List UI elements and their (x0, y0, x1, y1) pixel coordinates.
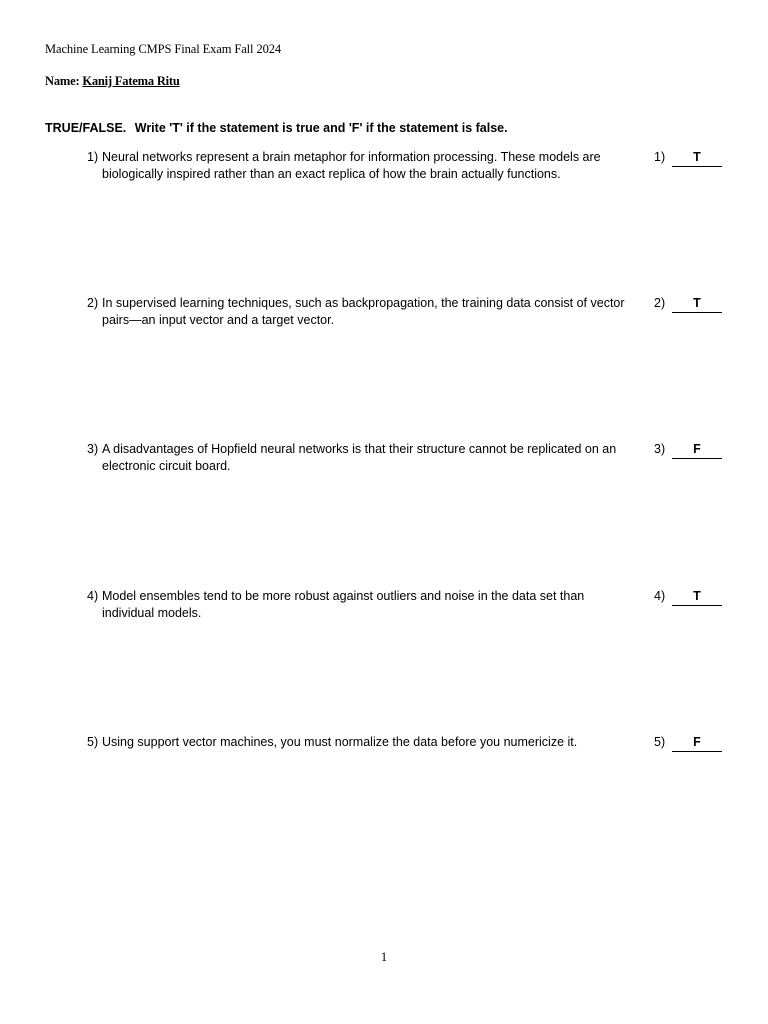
question-1 (87, 149, 627, 183)
answer-number-4: 4) (654, 589, 666, 603)
answer-blank-5[interactable]: F (672, 734, 722, 752)
answer-number-5: 5) (654, 735, 666, 749)
question-text: Model ensembles tend to be more robust against outliers and noise in the data set than individual models. (102, 589, 585, 620)
question-number: 5) (87, 735, 99, 749)
question-text: Neural networks represent a brain metaphor for information processing. These models are biologically inspired rather than an exact replica of how the brain actually functions. (102, 150, 601, 181)
question-text: Using support vector machines, you must normalize the data before you numericize it. (102, 735, 578, 749)
exam-title: Machine Learning CMPS Final Exam Fall 2024 (45, 42, 282, 56)
answer-blank-2[interactable]: T (672, 295, 722, 313)
answer-blank-4[interactable]: T (672, 588, 722, 606)
question-text: A disadvantages of Hopfield neural networks is that their structure cannot be replicated on an electronic circuit board. (102, 442, 617, 473)
answer-number-1: 1) (654, 150, 666, 164)
answer-number-3: 3) (654, 442, 666, 456)
question-2 (87, 295, 627, 329)
question-number: 4) (87, 589, 99, 603)
answer-blank-3[interactable]: F (672, 441, 722, 459)
name-label: Name: (45, 74, 80, 88)
question-number: 2) (87, 296, 99, 310)
student-name-value: Kanij Fatema Ritu (82, 74, 180, 88)
question-3 (87, 441, 627, 475)
question-number: 3) (87, 442, 99, 456)
question-text: In supervised learning techniques, such as backpropagation, the training data consist of vector pairs—an input vector and a target vector. (102, 296, 625, 327)
student-name-line (45, 74, 180, 89)
question-5 (87, 734, 627, 751)
section-heading: TRUE/FALSE. (45, 121, 127, 135)
section-instructions (45, 121, 508, 135)
section-instruction-text: Write 'T' if the statement is true and 'F' if the statement is false. (134, 121, 508, 135)
answer-blank-1[interactable]: T (672, 149, 722, 167)
question-4 (87, 588, 627, 622)
answer-number-2: 2) (654, 296, 666, 310)
question-number: 1) (87, 150, 99, 164)
page-number: 1 (380, 950, 388, 964)
